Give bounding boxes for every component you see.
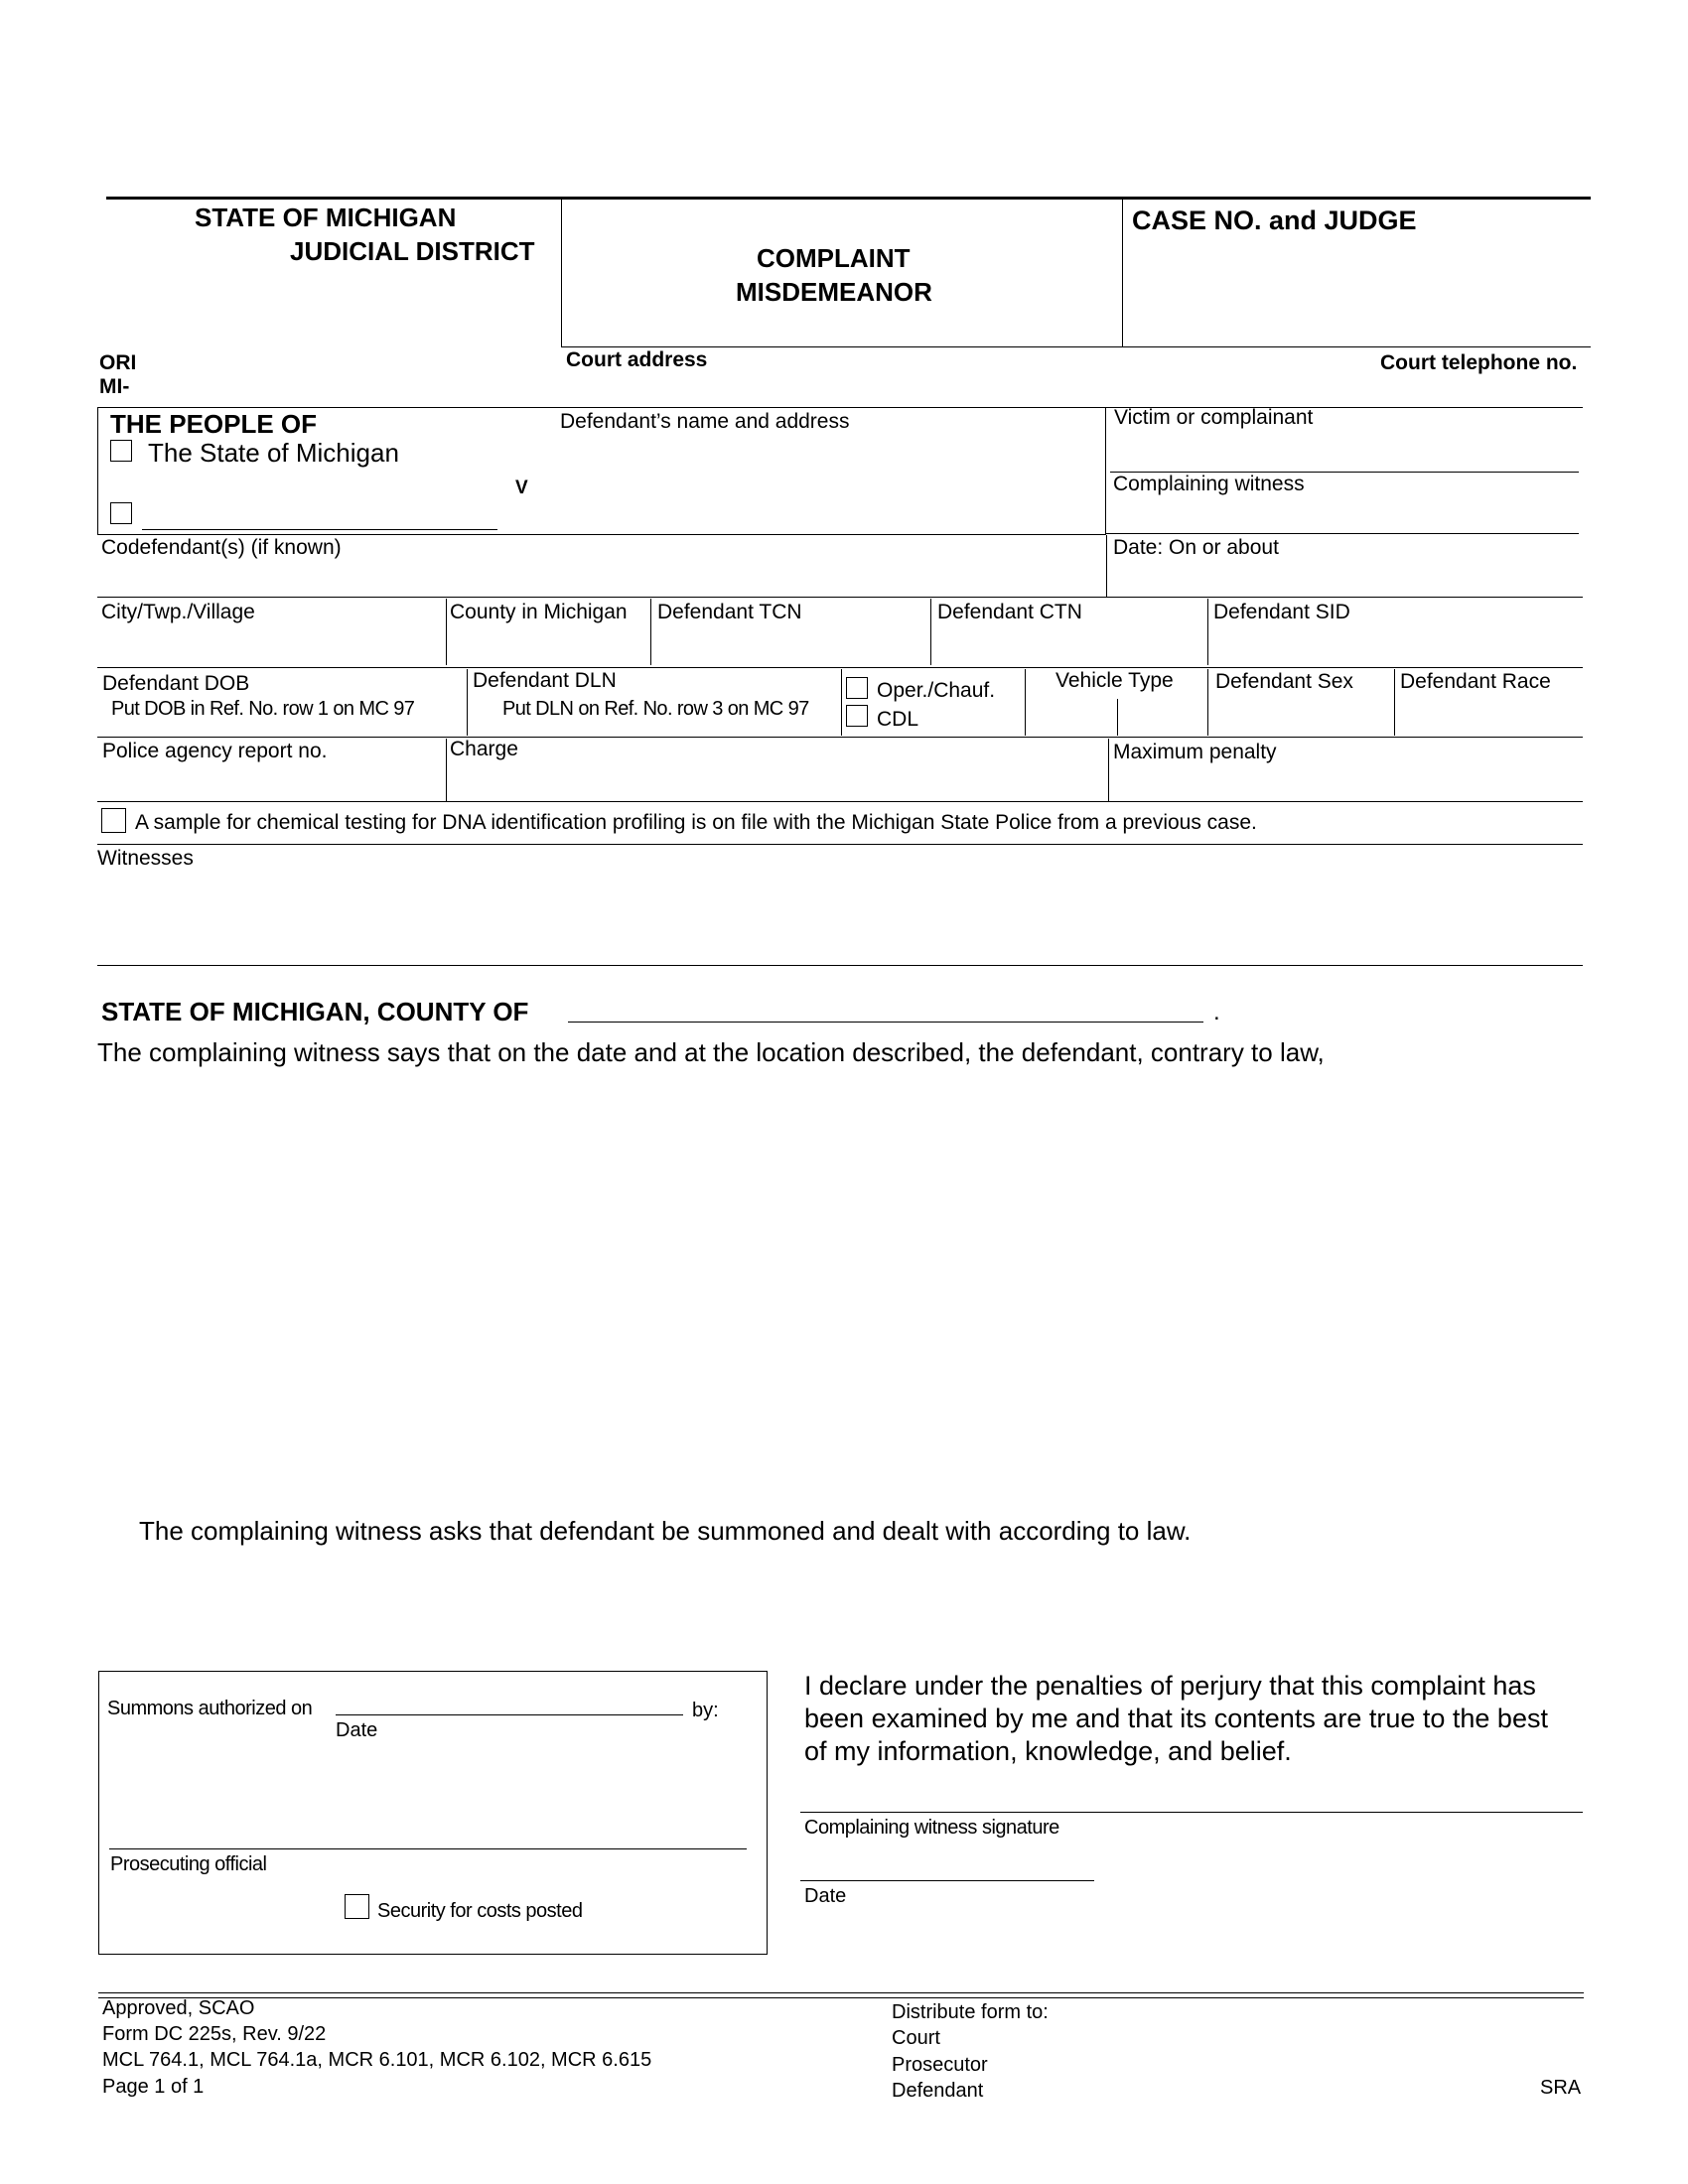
dob-note: Put DOB in Ref. No. row 1 on MC 97 [111, 698, 415, 720]
declaration-line-1: I declare under the penalties of perjury that this complaint has [804, 1671, 1536, 1701]
footer-approved: Approved, SCAO [102, 1997, 255, 2019]
declaration-line-3: of my information, knowledge, and belief. [804, 1736, 1292, 1766]
header-divider-left [561, 199, 562, 347]
defendant-name-label: Defendant’s name and address [560, 410, 850, 433]
police-report-label: Police agency report no. [102, 740, 328, 762]
prosecuting-official-label: Prosecuting official [110, 1853, 267, 1875]
complaint-statement: The complaining witness says that on the date and at the location described, the defendant, contrary to law, [97, 1037, 1325, 1067]
judicial-district-label: JUDICIAL DISTRICT [290, 236, 535, 266]
sex-label: Defendant Sex [1215, 670, 1353, 693]
ori-label: ORI [99, 351, 137, 374]
dln-label: Defendant DLN [473, 669, 617, 692]
victim-label: Victim or complainant [1114, 406, 1314, 429]
security-costs-checkbox[interactable] [345, 1894, 369, 1919]
dna-statement: A sample for chemical testing for DNA identification profiling is on file with the Michigan State Police from a previous case. [135, 811, 1257, 834]
vehicle-type-split [1117, 699, 1118, 736]
header-bottom-rule [561, 346, 1591, 347]
prosecuting-official-field[interactable] [109, 1848, 747, 1849]
court-telephone-label: Court telephone no. [1380, 351, 1578, 374]
footer-form-number: Form DC 225s, Rev. 9/22 [102, 2023, 327, 2045]
complaining-witness-underline [1106, 533, 1579, 534]
summons-request: The complaining witness asks that defendant be summoned and dealt with according to law. [139, 1516, 1192, 1546]
race-label: Defendant Race [1400, 670, 1551, 693]
county-label: County in Michigan [450, 601, 628, 623]
dln-note: Put DLN on Ref. No. row 3 on MC 97 [502, 698, 809, 720]
identity-row-top [97, 667, 1583, 668]
state-of-michigan-label: The State of Michigan [148, 438, 399, 468]
case-no-label: CASE NO. and JUDGE [1132, 205, 1417, 235]
loc-div-2 [650, 599, 651, 665]
form-subtitle: MISDEMEANOR [736, 277, 932, 307]
witnesses-label: Witnesses [97, 847, 194, 870]
dna-checkbox[interactable] [101, 808, 126, 833]
summons-date-label: Date [336, 1719, 378, 1741]
charge-row-top [97, 737, 1583, 738]
court-address-label: Court address [566, 348, 708, 371]
people-title: THE PEOPLE OF [110, 409, 318, 439]
state-label: STATE OF MICHIGAN [195, 203, 457, 232]
other-people-field[interactable] [142, 529, 497, 530]
id-div-1 [467, 669, 468, 736]
id-div-5 [1394, 669, 1395, 736]
cdl-checkbox[interactable] [846, 705, 868, 727]
signature-field[interactable] [800, 1812, 1583, 1813]
oper-chauf-checkbox[interactable] [846, 677, 868, 699]
security-costs-label: Security for costs posted [377, 1900, 583, 1922]
header-divider-right [1122, 199, 1123, 347]
id-div-4 [1207, 669, 1208, 736]
vehicle-type-label: Vehicle Type [1055, 669, 1174, 692]
footer-page: Page 1 of 1 [102, 2076, 205, 2098]
cdl-label: CDL [877, 708, 919, 731]
loc-div-3 [930, 599, 931, 665]
footer-mcl: MCL 764.1, MCL 764.1a, MCR 6.101, MCR 6.102, MCR 6.615 [102, 2049, 652, 2071]
distribute-defendant: Defendant [892, 2080, 984, 2102]
county-field[interactable] [568, 1022, 1203, 1023]
footer-rule-top [98, 1992, 1584, 1993]
charge-div-2 [1108, 739, 1109, 801]
location-row-top [97, 597, 1583, 598]
sra-label: SRA [1540, 2077, 1582, 2099]
state-of-michigan-checkbox[interactable] [110, 440, 132, 462]
ctn-label: Defendant CTN [937, 601, 1082, 623]
form-title: COMPLAINT [757, 243, 911, 273]
max-penalty-label: Maximum penalty [1113, 741, 1277, 763]
distribute-label: Distribute form to: [892, 2001, 1049, 2023]
distribute-court: Court [892, 2027, 940, 2049]
versus-label: V [515, 478, 528, 498]
id-div-2 [841, 669, 842, 736]
charge-div-1 [446, 739, 447, 801]
charge-label: Charge [450, 738, 518, 760]
signature-label: Complaining witness signature [804, 1817, 1059, 1839]
charge-row-bottom [97, 801, 1583, 802]
header-top-rule [106, 197, 1591, 200]
sid-label: Defendant SID [1213, 601, 1350, 623]
tcn-label: Defendant TCN [657, 601, 802, 623]
complaining-witness-label: Complaining witness [1113, 473, 1305, 495]
summons-by-label: by: [692, 1700, 719, 1721]
dob-label: Defendant DOB [102, 672, 250, 695]
declaration-line-2: been examined by me and that its contents are true to the best [804, 1704, 1548, 1733]
county-period: . [1213, 999, 1220, 1025]
mi-label: MI- [99, 375, 130, 398]
distribute-prosecutor: Prosecutor [892, 2054, 988, 2076]
summons-authorized-label: Summons authorized on [107, 1698, 313, 1719]
county-heading: STATE OF MICHIGAN, COUNTY OF [101, 997, 529, 1026]
other-people-checkbox[interactable] [110, 502, 132, 524]
loc-div-4 [1207, 599, 1208, 665]
witnesses-bottom [97, 965, 1583, 966]
declaration-date-field[interactable] [800, 1880, 1094, 1881]
id-div-3 [1025, 669, 1026, 736]
date-on-about-label: Date: On or about [1113, 536, 1279, 559]
dna-row-bottom [97, 844, 1583, 845]
footer-rule-bottom [98, 1997, 1584, 1998]
loc-div-1 [446, 599, 447, 665]
declaration-date-label: Date [804, 1885, 847, 1907]
city-label: City/Twp./Village [101, 601, 255, 623]
oper-chauf-label: Oper./Chauf. [877, 679, 996, 702]
codefendants-label: Codefendant(s) (if known) [101, 536, 342, 559]
codef-divider [1106, 535, 1107, 597]
summons-date-field[interactable] [336, 1714, 683, 1715]
